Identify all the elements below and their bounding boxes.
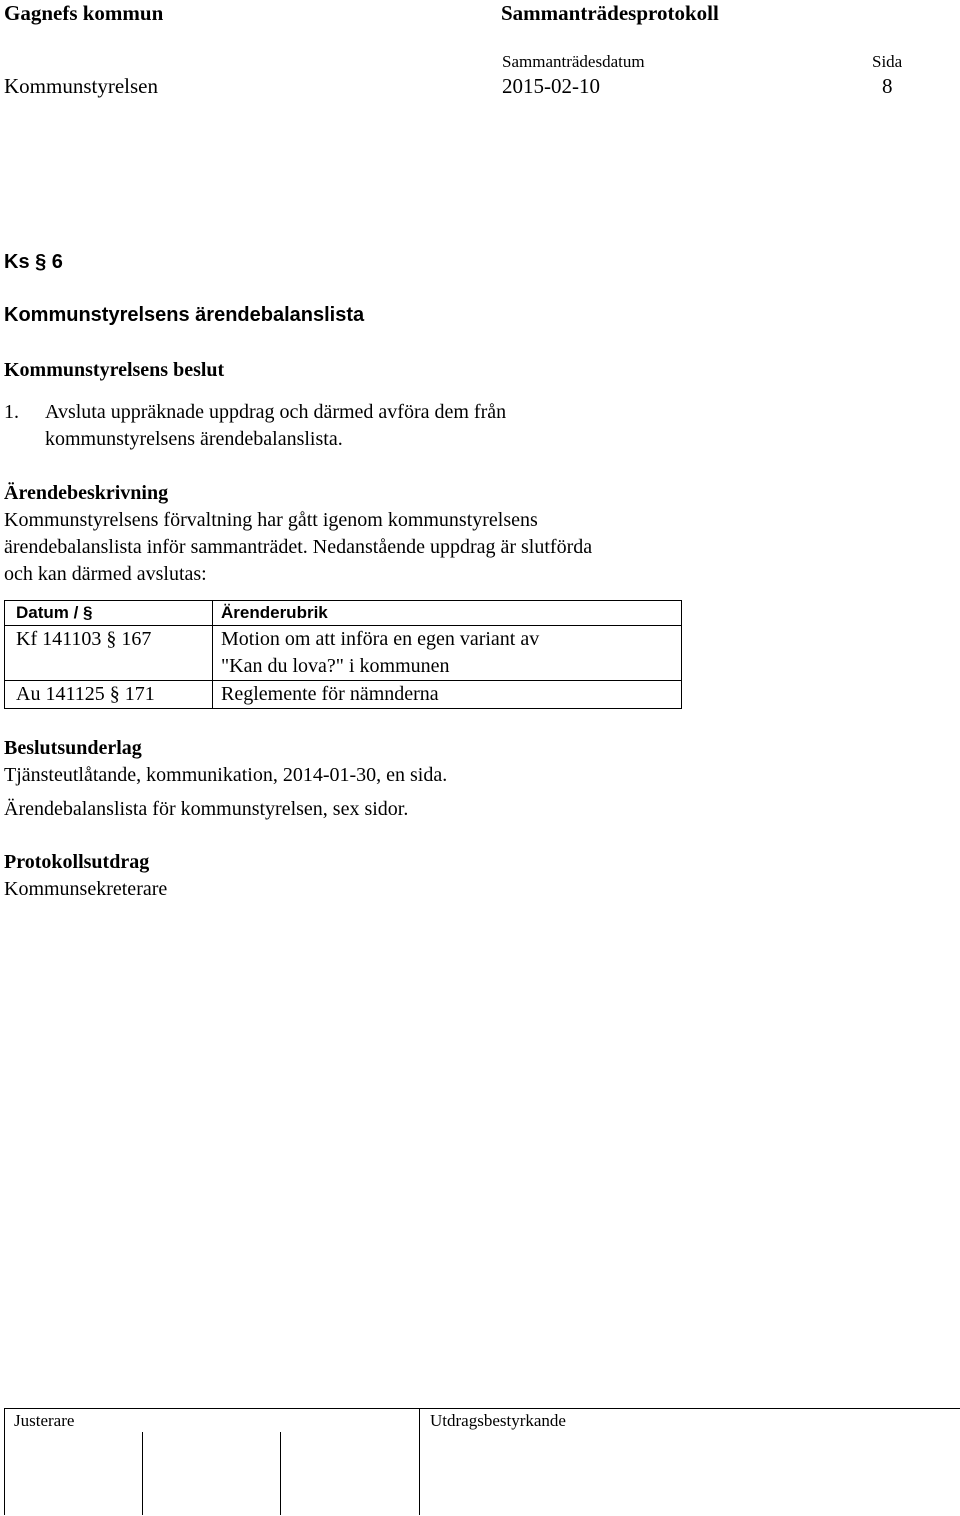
section-number: Ks § 6: [4, 251, 63, 273]
table-cell-title-line: Motion om att införa en egen variant av: [221, 628, 540, 650]
decision-heading: Kommunstyrelsens beslut: [4, 359, 225, 381]
description-line2-part2: Nedanstående uppdrag är slutförda: [312, 536, 593, 558]
description-line2-part1: ärendebalanslista inför sammanträdet.: [4, 536, 308, 558]
decision-item-number: 1.: [4, 401, 19, 423]
description-line2: [4, 534, 592, 561]
certification-label: Utdragsbestyrkande: [430, 1411, 566, 1430]
table-cell-ref: Kf 141103 § 167: [5, 626, 213, 681]
basis-line1: Tjänsteutlåtande, kommunikation, 2014-01-30, en sida.: [4, 764, 448, 786]
municipality-name: Gagnefs kommun: [4, 1, 164, 25]
adjuster-label: Justerare: [14, 1411, 75, 1430]
basis-line2: Ärendebalanslista för kommunstyrelsen, sex sidor.: [4, 798, 409, 820]
table-cell-title: [213, 626, 682, 681]
page-label: Sida: [872, 52, 903, 71]
extract-heading: Protokollsutdrag: [4, 851, 150, 873]
committee-name: Kommunstyrelsen: [4, 74, 158, 98]
table-header-title: Ärenderubrik: [213, 601, 682, 626]
decision-text-line2: kommunstyrelsens ärendebalanslista.: [45, 428, 343, 450]
description-heading: Ärendebeskrivning: [4, 482, 169, 504]
decision-text-line1: Avsluta uppräknade uppdrag och därmed avföra dem från: [45, 401, 507, 423]
signature-divider: [4, 1408, 5, 1515]
assignment-table: [4, 600, 682, 709]
description-line3: och kan därmed avslutas:: [4, 563, 207, 585]
basis-heading: Beslutsunderlag: [4, 737, 142, 759]
table-header-row: [5, 601, 682, 626]
table-cell-ref: Au 141125 § 171: [5, 681, 213, 709]
meeting-date: 2015-02-10: [502, 74, 600, 98]
description-line1: Kommunstyrelsens förvaltning har gått igenom kommunstyrelsens: [4, 509, 538, 531]
page-number: 8: [882, 74, 893, 98]
extract-recipient: Kommunsekreterare: [4, 878, 168, 900]
section-title: Kommunstyrelsens ärendebalanslista: [4, 304, 365, 326]
table-row: [5, 626, 682, 681]
date-label: Sammanträdesdatum: [502, 52, 645, 71]
table-header-ref: Datum / §: [5, 601, 213, 626]
table-cell-title-line: "Kan du lova?" i kommunen: [221, 655, 450, 677]
table-row: [5, 681, 682, 709]
signature-divider: [419, 1408, 420, 1515]
signature-divider: [142, 1432, 143, 1515]
document-type: Sammanträdesprotokoll: [501, 1, 719, 25]
signature-divider: [280, 1432, 281, 1515]
table-cell-title: Reglemente för nämnderna: [213, 681, 682, 709]
